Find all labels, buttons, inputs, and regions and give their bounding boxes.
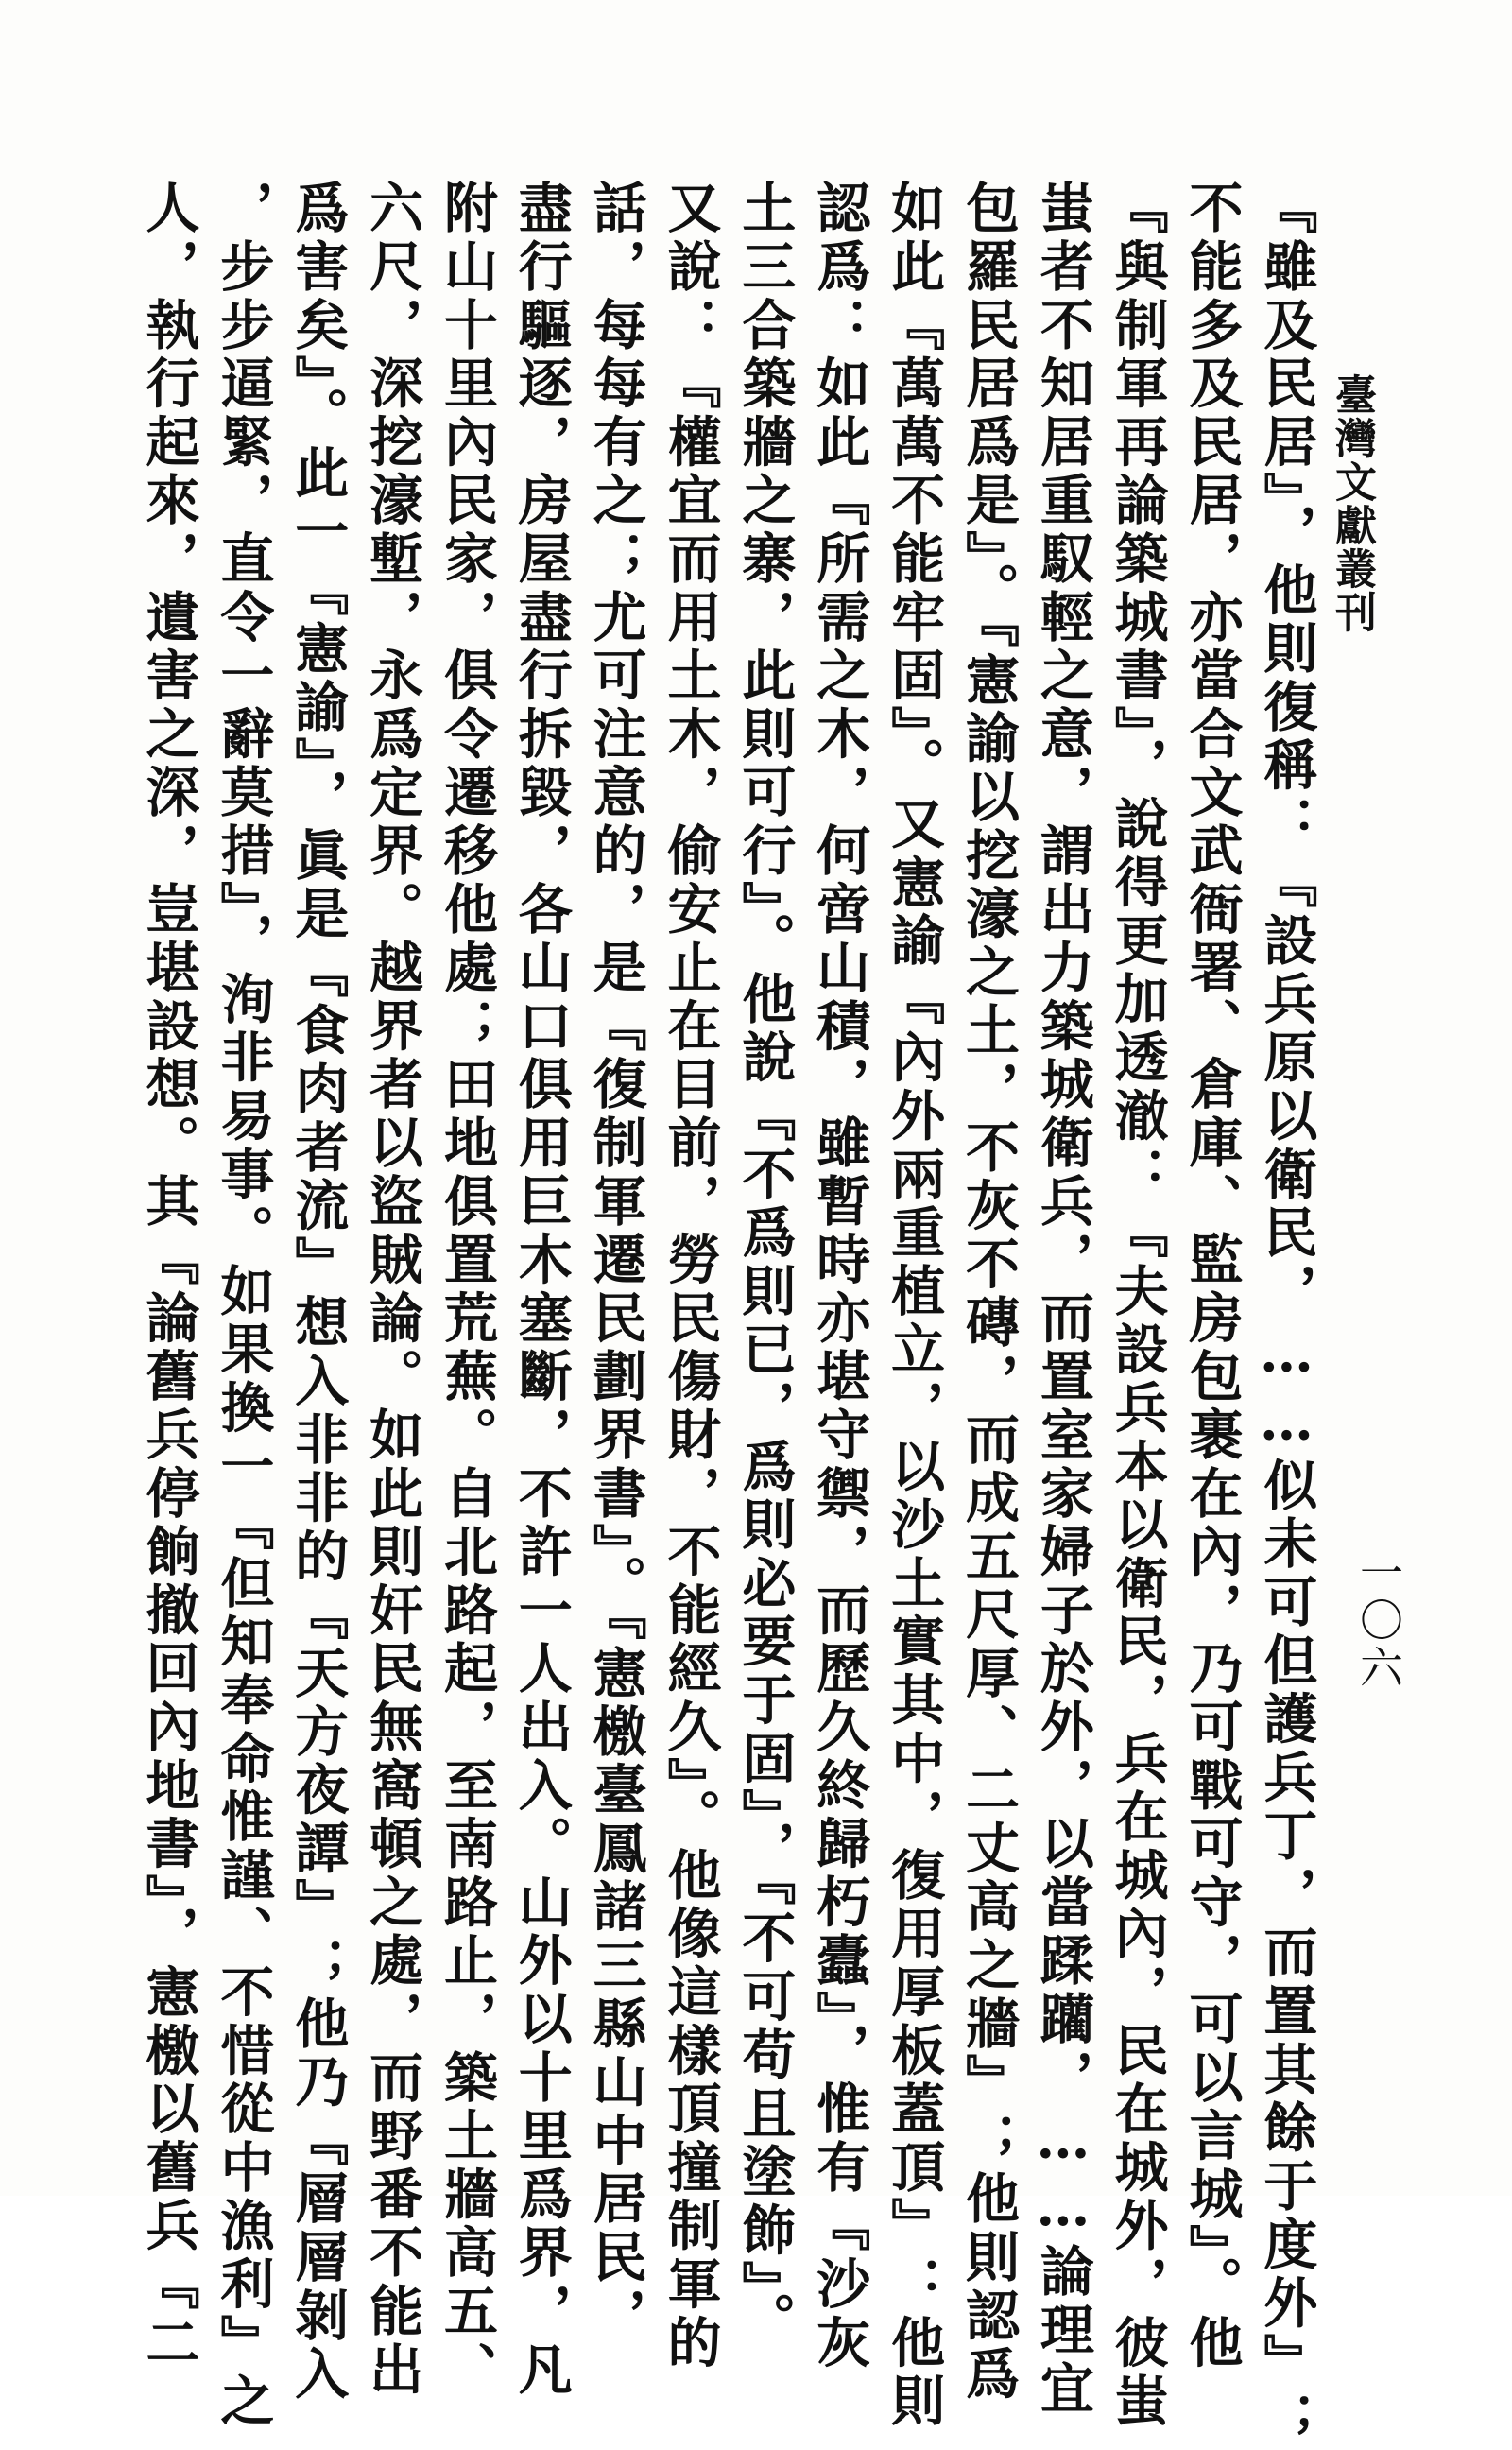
text-column: 爲害矣』。此一『憲諭』，眞是『食肉者流』想入非非的『天方夜譚』；他乃『層層剝入 — [285, 180, 350, 2405]
text-column: ，步步逼緊，直令一辭莫措』，洵非易事。如果換一『但知奉命惟謹、不惜從中漁利』之 — [211, 180, 275, 2431]
text-column: 包羅民居爲是』。『憲諭以挖濠之土，不灰不磚，而成五尺厚、二丈高之牆』；他則認爲 — [956, 180, 1021, 2405]
text-column: 認爲：如此『所需之木，何啻山積，雖暫時亦堪守禦，而歷久終歸朽蠹』，惟有『沙灰 — [807, 180, 871, 2372]
text-column: 話，每每有之；尤可注意的，是『復制軍遷民劃界書』。『憲檄臺鳳諸三縣山中居民， — [584, 180, 648, 2346]
text-column: 人，執行起來，遺害之深，豈堪設想。其『論舊兵停餉撤回內地書』，憲檄以舊兵『二 — [137, 180, 200, 2372]
text-column: 又說：『權宜而用土木，偷安止在目前，勞民傷財，不能經久』。他像這樣頂撞制軍的 — [659, 180, 723, 2372]
page-number: 一〇六 — [1353, 1550, 1404, 1692]
text-column: 盡行驅逐，房屋盡行拆毀，各山口俱用巨木塞斷，不許一人出入。山外以十里爲界，凡 — [509, 180, 574, 2400]
text-column: 六尺，深挖濠塹，永爲定界。越界者以盜賊論。如此則奸民無窩頓之處，而野番不能出 — [360, 180, 424, 2400]
text-column: 如此『萬萬不能牢固』。又憲諭『內外兩重植立，以沙土實其中，復用厚板蓋頂』：他則 — [882, 180, 946, 2431]
running-header-title: 臺灣文獻叢刊 — [1328, 373, 1376, 634]
text-column: 蚩者不知居重馭輕之意，謂出力築城衛兵，而置室家婦子於外，以當蹂躪，……論理宜 — [1031, 180, 1095, 2419]
text-column: 『雖及民居』，他則復稱：『設兵原以衛民，……似未可但護兵丁，而置其餘于度外』； — [1254, 180, 1318, 2450]
vertical-body-text — [137, 180, 1318, 2450]
text-column: 不能多及民居，亦當合文武衙署、倉庫、監房包裹在內，乃可戰可守，可以言城』。他 — [1180, 180, 1245, 2372]
text-column: 『與制軍再論築城書』，說得更加透澈：『夫設兵本以衛民，兵在城內，民在城外，彼蚩 — [1106, 180, 1170, 2431]
text-column: 附山十里內民家，俱令遷移他處；田地俱置荒蕪。自北路起，至南路止，築土牆高五、 — [435, 180, 499, 2400]
text-column: 土三合築牆之寨，此則可行』。他說『不爲則已，爲則必要于固』，『不可苟且塗飾』。 — [732, 180, 797, 2351]
